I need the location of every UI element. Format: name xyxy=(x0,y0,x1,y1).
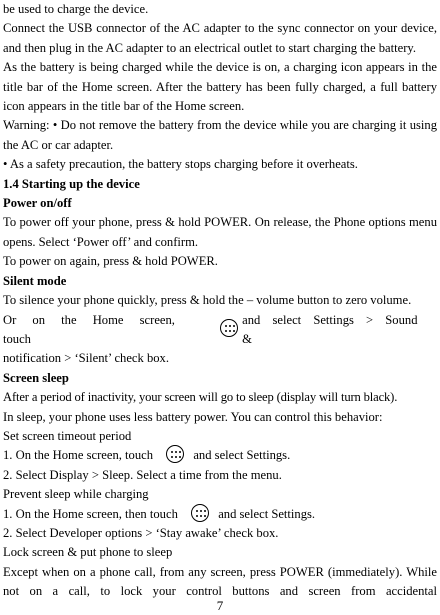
apps-grid-icon xyxy=(191,504,209,522)
para-silent-3: notification > ‘Silent’ check box. xyxy=(3,351,169,366)
silent-text-b: and select Settings > Sound & xyxy=(242,312,418,346)
step-1 xyxy=(3,446,437,465)
para-power-on: To power on again, press & hold POWER. xyxy=(3,254,218,269)
para-connect: Connect the USB connector of the AC adapter to the sync connector on your device, and then plug in the AC adapter to an electrical outlet to start charging the battery. xyxy=(3,21,437,55)
apps-grid-icon xyxy=(166,445,184,463)
heading-silent: Silent mode xyxy=(3,273,67,288)
para-lock-2: Except when on a phone call, from any screen, press POWER (immediately). While not on a call, to lock your control buttons and screen from accidental xyxy=(3,564,437,599)
apps-grid-icon xyxy=(220,319,238,337)
para-prevent: Prevent sleep while charging xyxy=(3,487,149,502)
para-warning: Warning: • Do not remove the battery from the device while you are charging it using the AC or car adapter. xyxy=(3,118,437,152)
step-1-text-b: and select Settings. xyxy=(193,448,291,463)
para-silent-1: To silence your phone quickly, press & hold the – volume button to zero volume. xyxy=(3,293,412,308)
para-charging-icon: As the battery is being charged while the device is on, a charging icon appears in the title bar of the Home screen. After the battery has been fully charged, a full battery icon appears in the title bar of the Home screen. xyxy=(3,60,437,114)
silent-text-a: Or on the Home screen, touch xyxy=(3,312,175,346)
para-safety: • As a safety precaution, the battery stops charging before it overheats. xyxy=(3,157,358,172)
para-timeout: Set screen timeout period xyxy=(3,428,132,443)
section-heading: 1.4 Starting up the device xyxy=(3,176,140,191)
step-1-text-a: 1. On the Home screen, touch xyxy=(3,448,154,463)
para-lock: Lock screen & put phone to sleep xyxy=(3,545,173,560)
heading-sleep: Screen sleep xyxy=(3,370,69,385)
para-power-off: To power off your phone, press & hold POWER. On release, the Phone options menu opens. Select ‘Power off’ and confirm. xyxy=(3,215,437,249)
page-number: 7 xyxy=(216,598,224,613)
heading-power: Power on/off xyxy=(3,196,72,211)
step-4: 2. Select Developer options > ‘Stay awake’ check box. xyxy=(3,525,279,540)
step-3-text-b: and select Settings. xyxy=(218,506,316,521)
step-3-text-a: 1. On the Home screen, then touch xyxy=(3,506,178,521)
line-charge: be used to charge the device. xyxy=(3,2,149,16)
para-silent-2 xyxy=(3,311,437,350)
para-sleep-1: After a period of inactivity, your screen will go to sleep (display will turn black). xyxy=(3,390,398,405)
step-2: 2. Select Display > Sleep. Select a time from the menu. xyxy=(3,467,282,482)
para-sleep-2: In sleep, your phone uses less battery power. You can control this behavior: xyxy=(3,409,383,424)
step-3 xyxy=(3,505,437,524)
